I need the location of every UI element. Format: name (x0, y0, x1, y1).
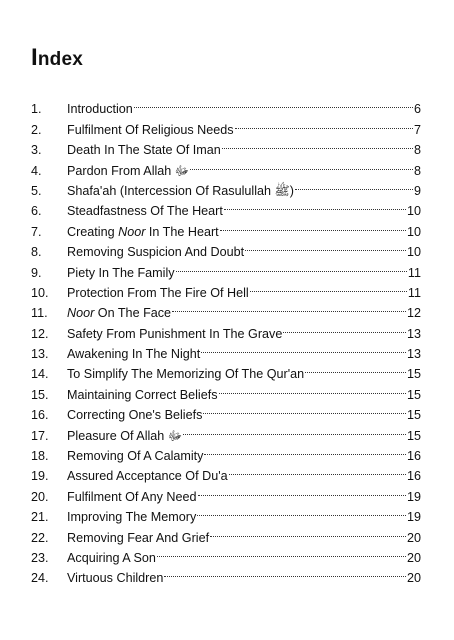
index-heading-rest: ndex (37, 49, 84, 70)
toc-entry-title (67, 263, 175, 283)
toc-entry-page-number: 15 (406, 387, 421, 402)
toc-entry-title (67, 222, 219, 242)
toc-entry-page-number: 15 (406, 408, 421, 423)
toc-entry-title (67, 201, 223, 221)
toc-entry-title (67, 303, 171, 323)
toc-entry-page-number: 13 (406, 326, 421, 341)
toc-entry-title-text: Removing Of A Calamity (67, 449, 204, 464)
toc-entry-page-number: 20 (406, 530, 421, 545)
toc-entry-title (67, 487, 197, 507)
toc-entry-number: 12. (31, 326, 49, 341)
toc-entry-number: 19. (31, 469, 49, 484)
dot-leader (222, 134, 413, 154)
toc-entry-title-text-cont: In The Heart (145, 224, 219, 239)
toc-entry-page-number: 16 (406, 469, 421, 484)
toc-entry-number: 5. (31, 183, 42, 198)
toc-entry-title-text: Virtuous Children (67, 571, 164, 586)
dot-leader (183, 419, 406, 439)
toc-entry-page-number: 20 (406, 550, 421, 565)
toc-entry-title (67, 344, 200, 364)
toc-entry-title (67, 385, 218, 405)
toc-entry-title (67, 99, 133, 119)
dot-leader (197, 501, 406, 521)
toc-entry-number: 10. (31, 285, 49, 300)
toc-entry-number: 16. (31, 408, 49, 423)
toc-entry-title-text: Fulfilment Of Religious Needs (67, 122, 234, 137)
index-heading (31, 46, 83, 72)
toc-entry-title (67, 568, 163, 588)
toc-entry-title-emphasis: Noor (118, 224, 146, 239)
toc-entry-page-number: 13 (406, 347, 421, 362)
dot-leader (224, 195, 406, 215)
toc-entry[interactable] (31, 93, 421, 117)
toc-entry-page-number: 8 (413, 163, 421, 178)
toc-entry-title-text: Maintaining Correct Beliefs (67, 387, 218, 402)
toc-entry-title-emphasis: Noor (67, 306, 95, 321)
toc-entry-number: 22. (31, 530, 49, 545)
dot-leader (220, 215, 406, 235)
dot-leader (250, 277, 407, 297)
toc-entry-title-text: Awakening In The Night (67, 347, 201, 362)
toc-entry-title-text: Introduction (67, 102, 133, 117)
dot-leader (204, 440, 406, 460)
dot-leader (134, 93, 413, 113)
toc-entry-page-number: 11 (407, 285, 421, 300)
toc-entry-page-number: 16 (406, 449, 421, 464)
toc-entry-number: 14. (31, 367, 49, 382)
toc-entry-title-text: Removing Fear And Grief (67, 530, 210, 545)
toc-entry-page-number: 10 (406, 245, 421, 260)
toc-entry-title-text: Piety In The Family (67, 265, 175, 280)
dot-leader (203, 399, 406, 419)
dot-leader (210, 521, 406, 541)
toc-entry-number: 6. (31, 204, 42, 219)
toc-entry-number: 24. (31, 571, 49, 586)
toc-entry-title (67, 161, 189, 181)
toc-entry-number: 11. (31, 306, 48, 321)
toc-entry-title-text: Improving The Memory (67, 510, 197, 525)
toc-entry-title-text: Pardon From Allah ﷻ (67, 163, 190, 178)
dot-leader (201, 338, 406, 358)
toc-entry-number: 7. (31, 224, 42, 239)
toc-entry-title-text: Removing Suspicion And Doubt (67, 245, 245, 260)
dot-leader (295, 175, 413, 195)
toc-entry-number: 21. (31, 510, 49, 525)
toc-entry-number: 2. (31, 122, 42, 137)
table-of-contents (31, 93, 421, 586)
dot-leader (235, 113, 413, 133)
toc-entry-title-text-cont: On The Face (94, 306, 172, 321)
toc-entry-number: 13. (31, 347, 49, 362)
toc-entry-title-text: Safety From Punishment In The Grave (67, 326, 283, 341)
toc-entry-number: 20. (31, 489, 49, 504)
toc-entry-number: 4. (31, 163, 42, 178)
toc-entry-page-number: 7 (413, 122, 421, 137)
toc-entry-title-text: Pleasure Of Allah ﷻ (67, 428, 183, 443)
toc-entry-page-number: 15 (406, 367, 421, 382)
toc-entry-page-number: 12 (406, 306, 421, 321)
toc-entry-page-number: 9 (413, 183, 421, 198)
toc-entry-page-number: 10 (406, 204, 421, 219)
dot-leader (219, 378, 406, 398)
toc-entry-page-number: 20 (406, 571, 421, 586)
toc-entry-title-text: Creating (67, 224, 119, 239)
dot-leader (283, 317, 406, 337)
toc-entry-title-text: Steadfastness Of The Heart (67, 204, 223, 219)
dot-leader (229, 460, 406, 480)
toc-entry-title-text: Acquiring A Son (67, 550, 156, 565)
dot-leader (305, 358, 406, 378)
toc-entry-number: 9. (31, 265, 42, 280)
toc-entry-title-text: Correcting One's Beliefs (67, 408, 203, 423)
dot-leader (245, 236, 406, 256)
dot-leader (164, 562, 406, 582)
toc-entry-title-text: Shafa'ah (Intercession Of Rasulullah ﷺ) (67, 183, 294, 198)
toc-entry-number: 1. (31, 102, 42, 117)
index-heading-initial: I (31, 44, 38, 71)
dot-leader (190, 154, 413, 174)
toc-entry-number: 17. (31, 428, 49, 443)
toc-entry-page-number: 15 (406, 428, 421, 443)
toc-entry-title (67, 507, 196, 527)
toc-entry-title (67, 120, 234, 140)
toc-entry-title-text: Fulfilment Of Any Need (67, 489, 197, 504)
toc-entry-page-number: 11 (407, 265, 421, 280)
toc-entry-title (67, 548, 156, 568)
toc-entry-title-text: Assured Acceptance Of Du'a (67, 469, 228, 484)
toc-entry-title (67, 446, 203, 466)
toc-entry-number: 23. (31, 550, 49, 565)
toc-entry-title-text: Death In The State Of Iman (67, 143, 221, 158)
toc-entry-number: 15. (31, 387, 49, 402)
toc-entry-page-number: 8 (413, 143, 421, 158)
toc-entry-page-number: 19 (406, 510, 421, 525)
toc-entry-number: 18. (31, 449, 49, 464)
toc-entry-title-text: To Simplify The Memorizing Of The Qur'an (67, 367, 305, 382)
toc-entry-page-number: 19 (406, 489, 421, 504)
dot-leader (172, 297, 406, 317)
dot-leader (198, 480, 406, 500)
toc-entry-number: 8. (31, 245, 42, 260)
toc-entry-number: 3. (31, 143, 42, 158)
dot-leader (176, 256, 407, 276)
toc-entry-title (67, 426, 182, 446)
toc-entry-page-number: 6 (413, 102, 421, 117)
toc-entry-page-number: 10 (406, 224, 421, 239)
toc-entry-title-text: Protection From The Fire Of Hell (67, 285, 249, 300)
dot-leader (157, 542, 406, 562)
